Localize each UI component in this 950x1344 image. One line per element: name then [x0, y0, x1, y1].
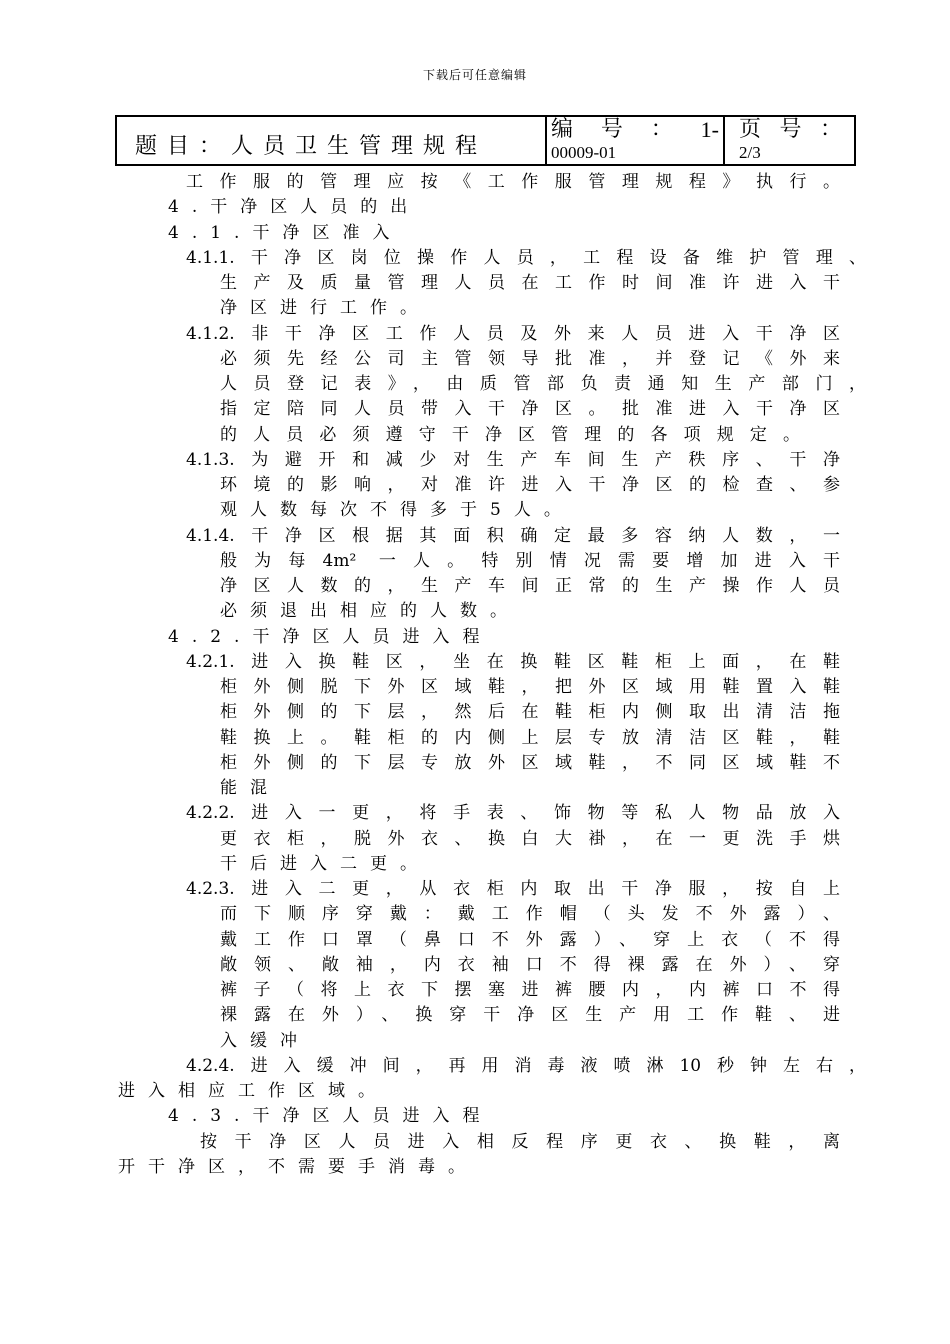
text-line: 开干净区，不需要手消毒。 — [118, 1156, 478, 1177]
text-line: 4.1.2.非干净区工作人员及外来人员进入干净区 — [186, 323, 840, 344]
text-line: 戴工作口罩（鼻口不外露）、穿上衣（不得 — [220, 929, 840, 950]
text-line: 必须先经公司主管领导批准，并登记《外来 — [220, 348, 840, 369]
text-line: 柜外侧脱下外区域鞋，把外区域用鞋置入鞋 — [220, 677, 840, 697]
text-line: 4.1.3.为避开和减少对生产车间生产秩序、干净 — [186, 449, 840, 470]
text-line: 指定陪同人员带入干净区。批准进入干净区 — [220, 399, 840, 420]
text-line: 鞋换上。鞋柜的内侧上层专放清洁区鞋，鞋 — [220, 727, 840, 748]
text-line: 按干净区人员进入相反程序更衣、换鞋，离 — [200, 1131, 840, 1152]
header-page-cell — [723, 117, 856, 164]
text-line: 4.2.干净区人员进入程 — [168, 626, 493, 647]
text-line: 柜外侧的下层专放外区域鞋，不同区域鞋不 — [220, 752, 840, 773]
text-line: 更衣柜，脱外衣、换白大褂，在一更洗手烘 — [220, 828, 840, 849]
header-code-label: 编 号 ： 1- — [551, 117, 719, 142]
text-line: 裸露在外）、换穿干净区生产用工作鞋、进 — [220, 1005, 840, 1026]
header-page-label: 页 号 ： — [739, 117, 842, 142]
header-page-value: 2/3 — [739, 143, 761, 162]
text-line: 净区进行工作。 — [220, 298, 430, 319]
text-line: 4.1.4.干净区根据其面积确定最多容纳人数，一 — [186, 525, 840, 546]
header-code-value: 00009-01 — [551, 143, 617, 162]
text-line: 4.1.干净区准入 — [168, 222, 403, 243]
text-line: 人员登记表》，由质管部负责通知生产部门， — [220, 374, 866, 394]
text-line: 4.2.3.进入二更，从衣柜内取出干净服，按自上 — [186, 879, 840, 899]
text-line: 4.2.4.进入缓冲间，再用消毒液喷淋10秒钟左右， — [186, 1055, 866, 1076]
text-line: 而下顺序穿戴：戴工作帽（头发不外露）、 — [220, 904, 840, 925]
text-line: 4.2.2.进入一更，将手表、饰物等私人物品放入 — [186, 803, 840, 824]
text-line: 4.3.干净区人员进入程 — [168, 1106, 493, 1127]
text-line: 干后进入二更。 — [220, 853, 430, 874]
text-line: 观人数每次不得多于5人。 — [220, 500, 574, 521]
text-line: 般为每4m² 一人。特别情况需要增加进入干 — [220, 550, 840, 571]
text-line: 进入相应工作区域。 — [118, 1081, 388, 1101]
text-line: 裤子（将上衣下摆塞进裤腰内，内裤口不得 — [220, 980, 840, 1000]
text-line: 能混 — [220, 778, 280, 798]
text-line: 工作服的管理应按《工作服管理规程》执行。 — [186, 172, 840, 192]
document-header-table — [115, 115, 856, 166]
header-code-cell — [545, 117, 723, 164]
header-title: 题目：人员卫生管理规程 — [135, 134, 488, 159]
text-line: 净区人数的，生产车间正常的生产操作人员 — [220, 576, 840, 596]
text-line: 4.2.1.进入换鞋区，坐在换鞋区鞋柜上面，在鞋 — [186, 651, 840, 672]
text-line: 4.1.1.干净区岗位操作人员，工程设备维护管理、 — [186, 247, 866, 268]
text-line: 必须退出相应的人数。 — [220, 601, 520, 622]
text-line: 的人员必须遵守干净区管理的各项规定。 — [220, 424, 800, 445]
text-line: 环境的影响，对准许进入干净区的检查、参 — [220, 475, 840, 495]
top-note: 下载后可任意编辑 — [422, 68, 527, 82]
text-line: 敞领、敞袖，内衣袖口不得裸露在外）、穿 — [220, 954, 840, 975]
text-line: 入缓冲 — [220, 1030, 310, 1051]
text-line: 4.干净区人员的出 — [168, 197, 421, 218]
text-line: 生产及质量管理人员在工作时间准许进入干 — [220, 273, 840, 293]
text-line: 柜外侧的下层，然后在鞋柜内侧取出清洁拖 — [220, 702, 840, 723]
